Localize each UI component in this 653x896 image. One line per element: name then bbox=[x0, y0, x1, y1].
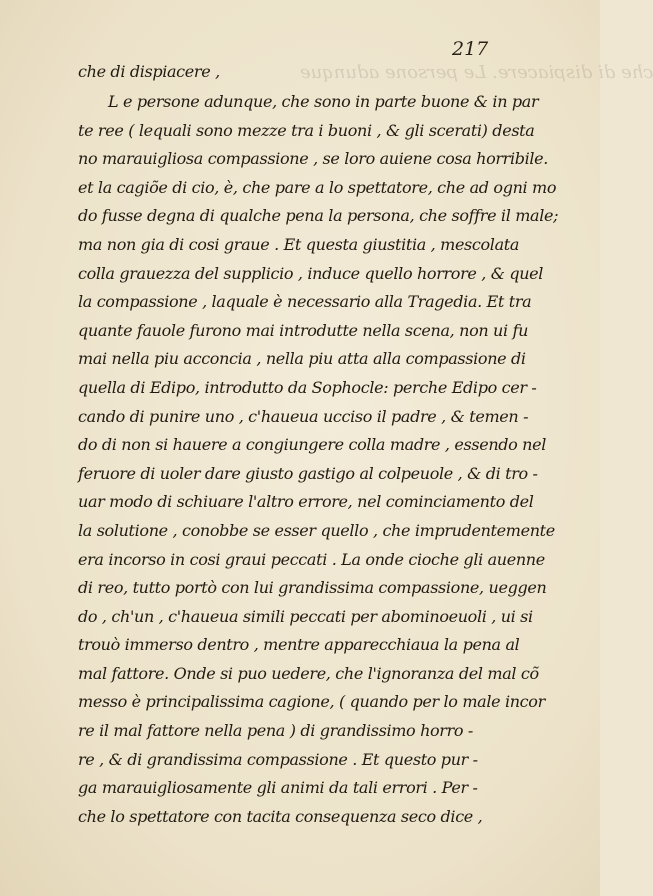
text-line: re , & di grandissima compassione . Et questo pur - bbox=[78, 749, 478, 769]
text-line: quella di Edipo, introdutto da Sophocle: perche Edipo cer - bbox=[78, 377, 537, 397]
text-line: mal fattore. Onde si puo uedere, che l'ignoranza del mal cõ bbox=[78, 663, 539, 683]
text-line: et la cagiõe di cio, è, che pare a lo spettatore, che ad ogni mo bbox=[78, 177, 557, 197]
text-line: era incorso in cosi graui peccati . La onde cioche gli auenne bbox=[78, 549, 545, 569]
text-line: di reo, tutto portò con lui grandissima compassione, ueggen bbox=[78, 578, 547, 598]
text-line: la compassione , laquale è necessario alla Tragedia. Et tra bbox=[78, 292, 532, 312]
text-line: che di dispiacere , bbox=[78, 62, 220, 81]
text-line: la solutione , conobbe se esser quello , che imprudentemente bbox=[78, 520, 555, 540]
text-line: do , ch'un , c'haueua simili peccati per abominoeuoli , ui si bbox=[78, 606, 533, 626]
text-line: cando di punire uno , c'haueua ucciso il padre , & temen - bbox=[78, 406, 529, 426]
text-line: quante fauole furono mai introdutte nella scena, non ui fu bbox=[78, 320, 529, 340]
body-text bbox=[78, 58, 559, 831]
text-line: do di non si hauere a congiungere colla madre , essendo nel bbox=[78, 435, 547, 455]
text-line: colla grauezza del supplicio , induce quello horrore , & quel bbox=[78, 263, 544, 283]
text-line: uar modo di schiuare l'altro errore, nel cominciamento del bbox=[78, 492, 534, 512]
text-line: mai nella piu acconcia , nella piu atta alla compassione di bbox=[78, 349, 526, 369]
text-line: ga marauigliosamente gli animi da tali errori . Per - bbox=[78, 778, 478, 798]
text-line: re il mal fattore nella pena ) di grandissimo horro - bbox=[78, 721, 473, 741]
text-line: messo è principalissima cagione, ( quando per lo male incor bbox=[78, 692, 545, 712]
text-line: L e persone adunque, che sono in parte buone & in par bbox=[108, 92, 539, 111]
text-line: che lo spettatore con tacita consequenza seco dice , bbox=[78, 806, 483, 826]
text-line: trouò immerso dentro , mentre apparecchiaua la pena al bbox=[78, 635, 520, 655]
text-line: te ree ( lequali sono mezze tra i buoni , & gli scerati) desta bbox=[78, 120, 535, 140]
text-line: do fusse degna di qualche pena la persona, che soffre il male; bbox=[78, 206, 559, 226]
show-through-text: che di dispiacere. Le persone adunque bbox=[300, 62, 653, 83]
page-number: 217 bbox=[452, 38, 489, 60]
text-line: feruore di uoler dare giusto gastigo al colpeuole , & di tro - bbox=[78, 463, 538, 483]
text-line: ma non gia di cosi graue . Et questa giustitia , mescolata bbox=[78, 234, 520, 254]
text-line: no marauigliosa compassione , se loro auiene cosa horribile. bbox=[78, 149, 549, 169]
